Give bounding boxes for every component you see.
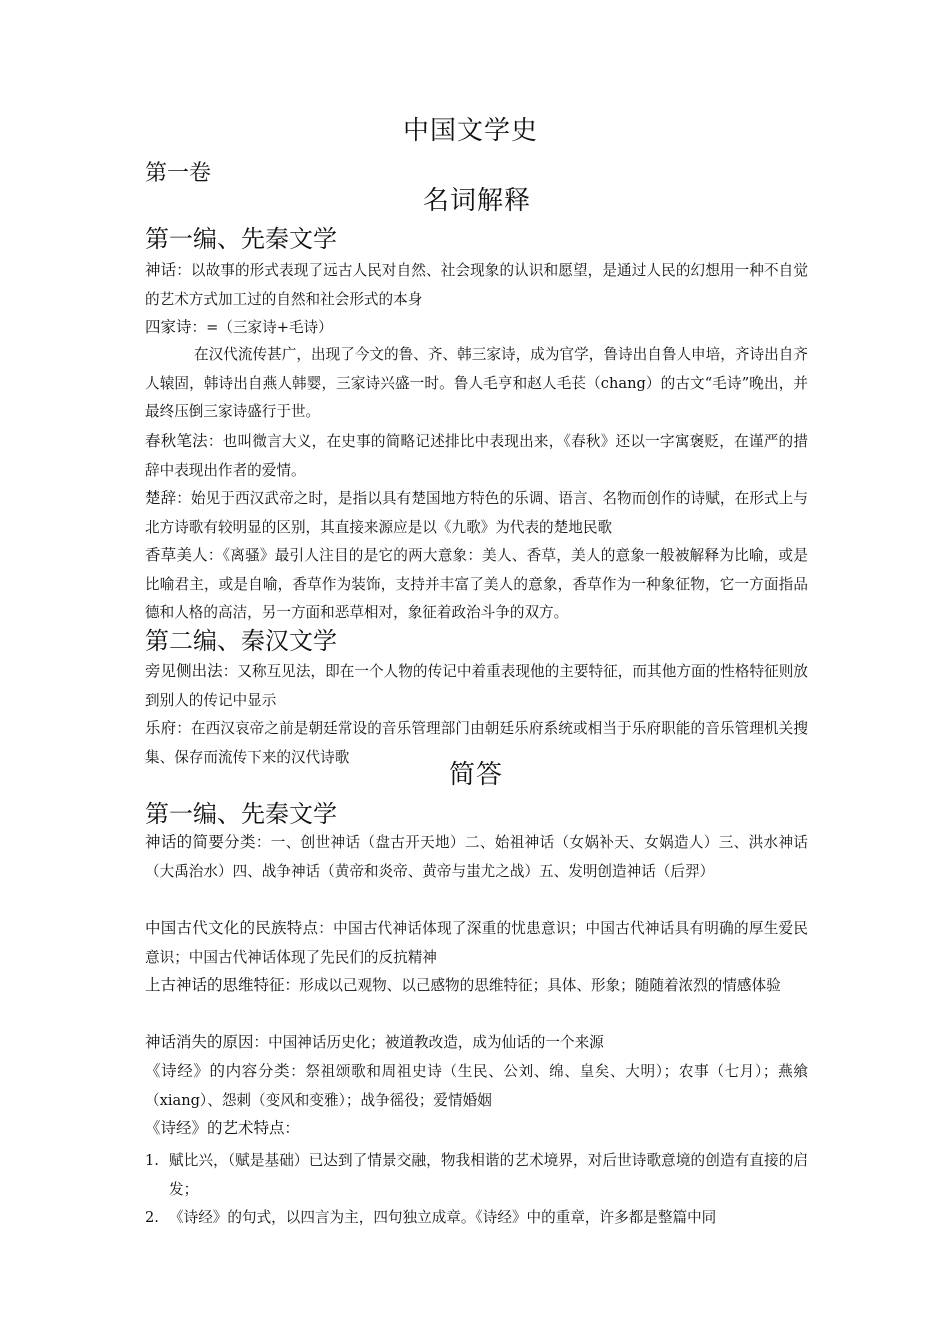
entry-term: 中国古代文化的民族特点 <box>145 919 319 937</box>
list-text: 赋比兴，（赋是基础）已达到了情景交融，物我相谐的艺术境界，对后世诗歌意境的创造有直接的启发； <box>169 1152 808 1198</box>
entry-text: ：在西汉哀帝之前是朝廷常设的音乐管理部门由朝廷乐府系统或相当于乐府职能的音乐管理机关搜集、保存而流传下来的汉代诗歌 <box>145 720 808 766</box>
entry-text: ：形成以己观物、以己感物的思维特征；具体、形象；随随着浓烈的情感体验 <box>284 977 781 994</box>
entry-xiangcao <box>145 541 808 628</box>
entry-text: ：中国神话历史化；被道教改造，成为仙话的一个来源 <box>253 1034 604 1051</box>
entry-term: 神话的简要分类 <box>145 833 256 851</box>
list-item <box>145 1147 808 1204</box>
entry-sijiashi-body: 在汉代流传甚广，出现了今文的鲁、齐、韩三家诗，成为官学，鲁诗出自鲁人申培，齐诗出自齐人辕固，韩诗出自燕人韩婴，三家诗兴盛一时。鲁人毛亨和赵人毛苌（chang）的古文“毛诗”晚出，并最终压倒三家诗盛行于世。 <box>145 346 808 420</box>
entry-text: ：又称互见法，即在一个人物的传记中着重表现他的主要特征，而其他方面的性格特征则放到别人的传记中显示 <box>145 663 808 709</box>
entry-text: ：也叫微言大义，在史事的简略记述排比中表现出来，《春秋》还以一字寓褒贬，在谨严的措辞中表现出作者的爱情。 <box>145 433 808 479</box>
entry-term: 四家诗 <box>145 318 192 336</box>
entry-term: 《诗经》的艺术特点 <box>145 1119 285 1137</box>
entry-term: 上古神话的思维特征 <box>145 976 285 994</box>
era-heading-qin-han: 第二编、秦汉文学 <box>145 627 337 655</box>
entry-term: 旁见侧出法 <box>145 662 223 680</box>
entry-term: 春秋笔法 <box>145 432 208 450</box>
entry-text: ： <box>284 1120 300 1137</box>
entry-term: 乐府 <box>145 719 177 737</box>
era-heading-pre-qin: 第一编、先秦文学 <box>145 225 337 253</box>
entry-text: ：=（三家诗+毛诗） <box>191 319 333 336</box>
list-text: 《诗经》的句式，以四言为主，四句独立成章。《诗经》中的重章，许多都是整篇中同 <box>169 1209 717 1226</box>
entry-term: 《诗经》的内容分类 <box>145 1062 291 1080</box>
entry-shijing-art <box>145 1114 808 1144</box>
entry-chunqiu <box>145 427 808 485</box>
list-number: 1. <box>145 1152 159 1169</box>
entry-text: ：中国古代神话体现了深重的忧患意识；中国古代神话具有明确的厚生爱民意识；中国古代神话体现了先民们的反抗精神 <box>145 920 808 966</box>
volume-label: 第一卷 <box>145 161 212 186</box>
entry-sijiashi <box>145 313 808 343</box>
entry-text: ：始见于西汉武帝之时，是指以具有楚国地方特色的乐调、语言、名物而创作的诗赋，在形式上与北方诗歌有较明显的区别，其直接来源应是以《九歌》为代表的楚地民歌 <box>145 490 808 536</box>
entry-text: ：一、创世神话（盘古开天地）二、始祖神话（女娲补天、女娲造人）三、洪水神话（大禹治水）四、战争神话（黄帝和炎帝、黄帝与蚩尤之战）五、发明创造神话（后羿） <box>145 834 808 880</box>
section-title-terms: 名词解释 <box>423 186 532 216</box>
section-title-answers: 简答 <box>449 760 504 790</box>
entry-term: 楚辞 <box>145 489 177 507</box>
entry-text: ：《离骚》最引人注目的是它的两大意象：美人、香草，美人的意象一般被解释为比喻，或是比喻君主，或是自喻，香草作为装饰，支持并丰富了美人的意象，香草作为一种象征物，它一方面指品德和人格的高洁，另一方面和恶草相对，象征着政治斗争的双方。 <box>145 547 808 621</box>
entry-term: 神话消失的原因 <box>145 1033 254 1051</box>
era-heading-pre-qin-2: 第一编、先秦文学 <box>145 800 337 828</box>
entry-pangjian <box>145 657 808 715</box>
document-title: 中国文学史 <box>403 116 539 146</box>
list-item <box>145 1204 808 1233</box>
list-number: 2. <box>145 1209 159 1226</box>
entry-siwei <box>145 971 808 1001</box>
entry-term: 神话 <box>145 261 177 279</box>
entry-term: 香草美人 <box>145 546 208 564</box>
entry-shenhua <box>145 256 808 314</box>
entry-shijing-content <box>145 1057 808 1115</box>
entry-xiaoshi <box>145 1028 808 1058</box>
entry-text: ：以故事的形式表现了远古人民对自然、社会现象的认识和愿望，是通过人民的幻想用一种不自觉的艺术方式加工过的自然和社会形式的本身 <box>145 262 808 308</box>
entry-minzu <box>145 914 808 972</box>
entry-fenlei <box>145 828 808 886</box>
entry-chuci <box>145 484 808 542</box>
entry-text: ：祭祖颂歌和周祖史诗（生民、公刘、绵、皇矣、大明）；农事（七月）；燕飨（xiang）、怨刺（变风和变雅）；战争徭役；爱情婚姻 <box>145 1063 808 1109</box>
